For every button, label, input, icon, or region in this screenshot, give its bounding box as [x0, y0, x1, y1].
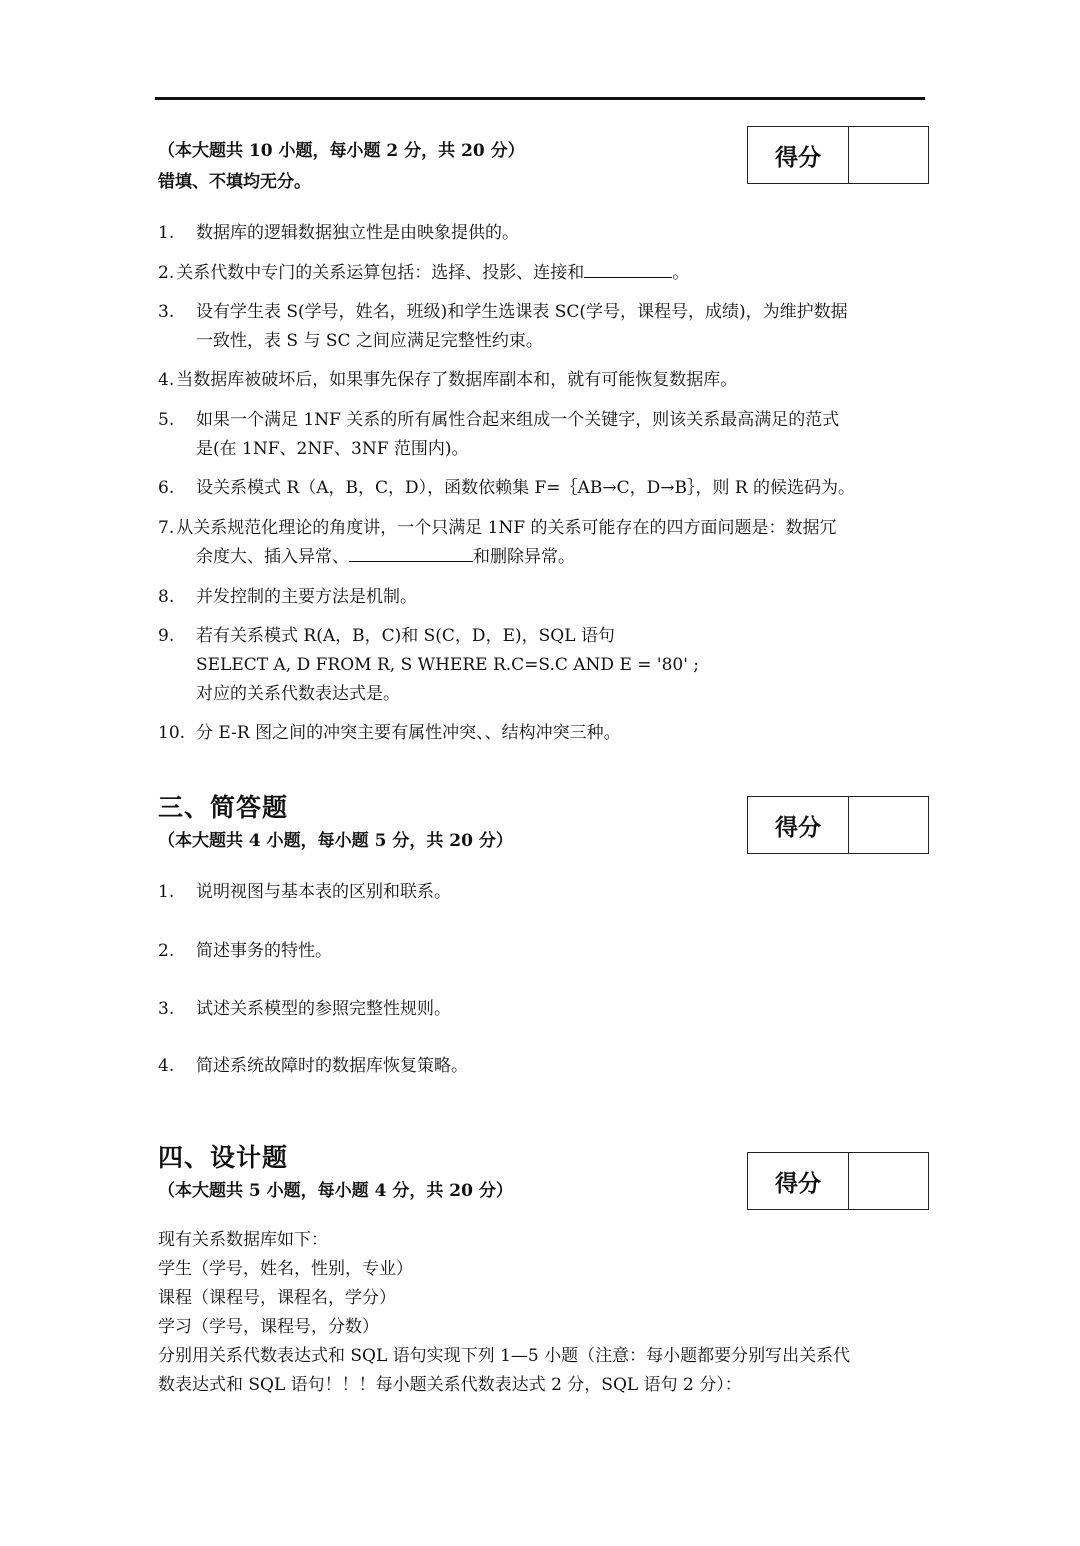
fill-question-10	[158, 719, 928, 748]
question-text: 试述关系模型的参照完整性规则。	[196, 999, 451, 1019]
design-line: 现有关系数据库如下：	[158, 1230, 328, 1250]
question-number: 2.	[158, 941, 175, 961]
question-text: 如果一个满足 1NF 关系的所有属性合起来组成一个关键字，则该关系最高满足的范式	[196, 410, 840, 430]
question-text: 从关系规范化理论的角度讲，一个只满足 1NF 的关系可能存在的四方面问题是：数据冗	[176, 518, 837, 538]
score-value[interactable]	[849, 797, 928, 853]
section3-title: 三、简答题	[158, 793, 289, 822]
question-number: 1.	[158, 223, 175, 243]
question-number: 6.	[158, 478, 175, 498]
score-value[interactable]	[849, 1153, 928, 1209]
question-number: 1.	[158, 882, 175, 902]
top-rule	[155, 97, 925, 100]
question-number: 4.	[158, 1056, 175, 1076]
section2-note: （本大题共 10 小题，每小题 2 分，共 20 分）	[158, 141, 525, 161]
fill-question-4	[158, 366, 928, 395]
question-text: 设有学生表 S(学号，姓名，班级)和学生选课表 SC(学号，课程号，成绩)，为维护数据	[196, 302, 848, 322]
fill-question-6	[158, 474, 928, 503]
design-instructions-cont: 数表达式和 SQL 语句！！！每小题关系代数表达式 2 分，SQL 语句 2 分）：	[158, 1375, 742, 1395]
score-label: 得分	[748, 797, 849, 853]
score-label: 得分	[748, 1153, 849, 1209]
section2-header	[158, 136, 525, 192]
short-question-2	[158, 937, 928, 966]
question-text: 分 E-R 图之间的冲突主要有属性冲突、、结构冲突三种。	[196, 723, 621, 743]
design-intro	[158, 1226, 850, 1400]
question-number: 7.	[158, 518, 175, 538]
question-number: 8.	[158, 587, 175, 607]
fill-question-7	[158, 514, 928, 572]
section2-note2: 错填、不填均无分。	[158, 172, 311, 192]
section4-title: 四、设计题	[158, 1143, 289, 1172]
section4-note: （本大题共 5 小题，每小题 4 分，共 20 分）	[158, 1181, 513, 1201]
section3-note: （本大题共 4 小题，每小题 5 分，共 20 分）	[158, 831, 513, 851]
question-text: 说明视图与基本表的区别和联系。	[196, 882, 451, 902]
question-text: 关系代数中专门的关系运算包括：选择、投影、连接和	[176, 263, 585, 283]
score-value[interactable]	[849, 127, 928, 183]
question-text-cont: 一致性，表 S 与 SC 之间应满足完整性约束。	[196, 331, 543, 351]
question-text: 设关系模式 R（A，B，C，D），函数依赖集 F=｛AB→C，D→B｝，则 R 的候选码为。	[196, 478, 856, 498]
answer-blank[interactable]	[349, 543, 473, 562]
question-text: 若有关系模式 R(A，B，C)和 S(C，D，E)，SQL 语句	[196, 626, 615, 646]
question-number: 3.	[158, 999, 175, 1019]
score-box-section2	[747, 126, 929, 184]
score-label: 得分	[748, 127, 849, 183]
schema-student: 学生（学号，姓名，性别，专业）	[158, 1259, 413, 1279]
question-number: 10.	[158, 723, 186, 743]
question-text: 简述系统故障时的数据库恢复策略。	[196, 1056, 468, 1076]
question-number: 2.	[158, 263, 175, 283]
short-question-1	[158, 878, 928, 907]
sql-statement: SELECT A, D FROM R, S WHERE R.C=S.C AND E = '80' ;	[196, 655, 700, 675]
section3-header	[158, 788, 513, 851]
question-text: 当数据库被破坏后，如果事先保存了数据库副本和，就有可能恢复数据库。	[176, 370, 738, 390]
short-question-4	[158, 1052, 928, 1081]
question-number: 4.	[158, 370, 175, 390]
question-text: 简述事务的特性。	[196, 941, 332, 961]
fill-question-8	[158, 583, 928, 612]
design-instructions: 分别用关系代数表达式和 SQL 语句实现下列 1—5 小题（注意：每小题都要分别写出关系代	[158, 1346, 851, 1366]
question-number: 5.	[158, 410, 175, 430]
question-text-end: 。	[672, 263, 690, 283]
question-text: 数据库的逻辑数据独立性是由映象提供的。	[196, 223, 519, 243]
question-number: 9.	[158, 626, 175, 646]
question-number: 3.	[158, 302, 175, 322]
fill-question-3	[158, 298, 928, 356]
short-question-3	[158, 995, 928, 1024]
section4-header	[158, 1138, 513, 1201]
answer-blank[interactable]	[584, 259, 672, 278]
fill-question-2	[158, 259, 928, 288]
schema-study: 学习（学号，课程号，分数）	[158, 1317, 379, 1337]
question-text-end: 和删除异常。	[473, 547, 575, 567]
score-box-section3	[747, 796, 929, 854]
fill-question-5	[158, 406, 928, 464]
fill-question-9	[158, 622, 928, 709]
question-text-cont: 对应的关系代数表达式是。	[196, 684, 400, 704]
question-text: 并发控制的主要方法是机制。	[196, 587, 417, 607]
score-box-section4	[747, 1152, 929, 1210]
question-text: 余度大、插入异常、	[196, 547, 349, 567]
question-text-cont	[158, 543, 928, 572]
question-text-cont: 是(在 1NF、2NF、3NF 范围内)。	[196, 439, 469, 459]
schema-course: 课程（课程号，课程名，学分）	[158, 1288, 396, 1308]
fill-question-1	[158, 219, 928, 248]
